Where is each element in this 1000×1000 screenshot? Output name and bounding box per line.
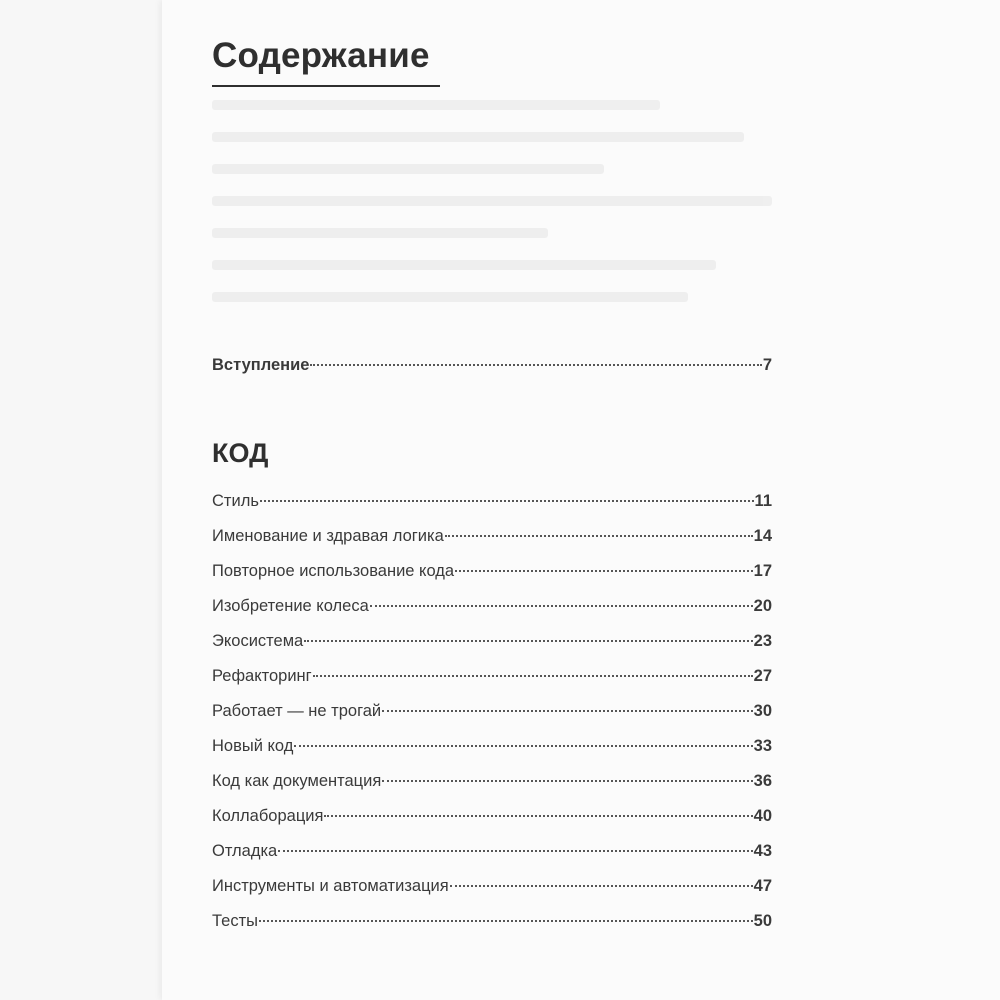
toc-entry[interactable] xyxy=(212,912,772,938)
toc-entry-page: 30 xyxy=(753,702,772,720)
toc-entry[interactable] xyxy=(212,562,772,588)
toc-entry-page: 40 xyxy=(753,807,772,825)
toc-entry-page: 50 xyxy=(753,912,772,930)
toc-entry-page: 14 xyxy=(753,527,772,545)
toc-entry[interactable] xyxy=(212,877,772,903)
toc-entry-label: Инструменты и автоматизация xyxy=(212,877,449,895)
toc-entry[interactable] xyxy=(212,807,772,833)
dot-leader xyxy=(313,675,753,677)
page-title: Содержание xyxy=(212,36,430,75)
dot-leader xyxy=(445,535,753,537)
toc-entry[interactable] xyxy=(212,597,772,623)
toc-entry-page: 27 xyxy=(753,667,772,685)
toc-entry-page: 11 xyxy=(754,492,772,510)
toc-entry-label: Тесты xyxy=(212,912,258,930)
dot-leader xyxy=(324,815,752,817)
toc-entry-page: 43 xyxy=(753,842,772,860)
toc-entry-label: Рефакторинг xyxy=(212,667,312,685)
title-underline xyxy=(212,85,440,87)
toc-entry-page: 33 xyxy=(753,737,772,755)
toc-entry-page: 36 xyxy=(753,772,772,790)
toc-entry-label: Коллаборация xyxy=(212,807,324,825)
dot-leader xyxy=(455,570,753,572)
toc-entry-label: Экосистема xyxy=(212,632,304,650)
toc-entry-label: Новый код xyxy=(212,737,294,755)
dot-leader xyxy=(450,885,753,887)
toc-entry[interactable] xyxy=(212,737,772,763)
toc-entry-label: Именование и здравая логика xyxy=(212,527,444,545)
toc-entry-page: 23 xyxy=(753,632,772,650)
toc-entry[interactable] xyxy=(212,527,772,553)
dot-leader xyxy=(304,640,752,642)
dot-leader xyxy=(382,710,753,712)
toc-entry-label: Код как документация xyxy=(212,772,382,790)
dot-leader xyxy=(294,745,752,747)
toc-entry-label: Стиль xyxy=(212,492,259,510)
toc-entry[interactable] xyxy=(212,702,772,728)
dot-leader xyxy=(382,780,752,782)
section-heading: КОД xyxy=(212,438,269,468)
dot-leader xyxy=(259,920,753,922)
toc-entry-intro[interactable] xyxy=(212,356,772,382)
toc-entry-page: 47 xyxy=(753,877,772,895)
toc-entry-label: Изобретение колеса xyxy=(212,597,369,615)
toc-entry[interactable] xyxy=(212,632,772,658)
dot-leader xyxy=(260,500,754,502)
dot-leader xyxy=(370,605,753,607)
toc-entry-label: Вступление xyxy=(212,356,310,374)
toc-entry-label: Работает — не трогай xyxy=(212,702,382,720)
toc-entry[interactable] xyxy=(212,842,772,868)
toc-entry-label: Повторное использование кода xyxy=(212,562,455,580)
toc-entry-label: Отладка xyxy=(212,842,278,860)
toc-entry[interactable] xyxy=(212,492,772,518)
toc-entry[interactable] xyxy=(212,667,772,693)
toc-entry-page: 7 xyxy=(762,356,772,374)
toc-entry[interactable] xyxy=(212,772,772,798)
dot-leader xyxy=(278,850,752,852)
toc-entry-page: 20 xyxy=(753,597,772,615)
dot-leader xyxy=(310,364,761,366)
toc-entry-page: 17 xyxy=(753,562,772,580)
